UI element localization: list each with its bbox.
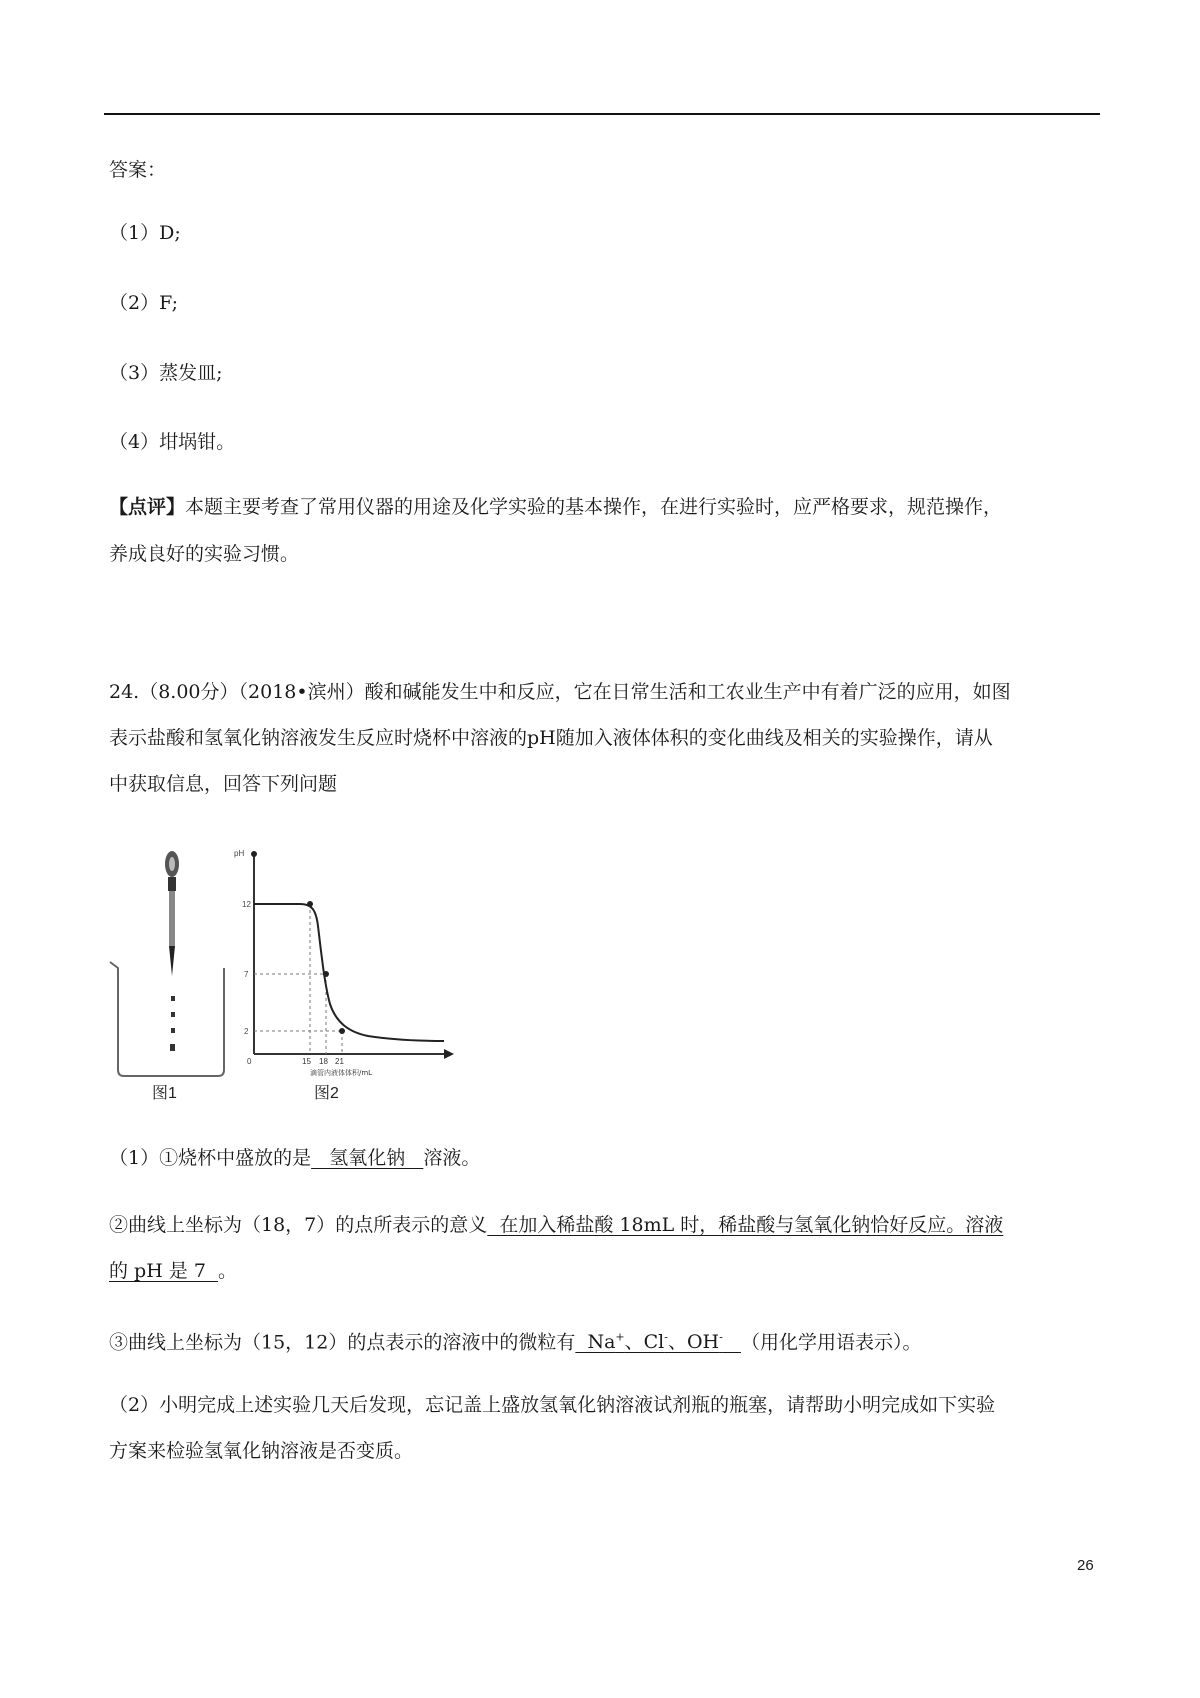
sub-question-2-line-1	[109, 1212, 1003, 1238]
sub-question-4-line-2: 方案来检验氢氧化钠溶液是否变质。	[109, 1440, 414, 1462]
sub-question-4-line-1: （2）小明完成上述实验几天后发现，忘记盖上盛放氢氧化钠溶液试剂瓶的瓶塞，请帮助小明完成如下实验	[109, 1394, 996, 1416]
point-15-12	[307, 901, 313, 907]
fig2-label: 图2	[314, 1085, 339, 1102]
p3-prefix: ③曲线上坐标为（15，12）的点表示的溶液中的微粒有	[109, 1331, 576, 1354]
page-number: 26	[1077, 1557, 1094, 1574]
experiment-figure	[104, 836, 484, 1106]
fig1-label: 图1	[152, 1085, 177, 1102]
answer-label: 答案：	[109, 159, 167, 181]
comment-text: 本题主要考查了常用仪器的用途及化学实验的基本操作，在进行实验时，应严格要求，规范操作，	[185, 496, 1003, 518]
question-line-3: 中获取信息，回答下列问题	[109, 773, 338, 795]
comment-line-1	[109, 494, 1002, 520]
x-tick-18: 18	[319, 1057, 328, 1066]
y-tick-7: 7	[244, 970, 249, 979]
p2-prefix: ②曲线上坐标为（18，7）的点所表示的意义	[109, 1214, 488, 1236]
p3-blank-cl: 、Cl	[624, 1331, 665, 1354]
answer-3: （3）蒸发皿;	[109, 362, 223, 384]
question-line-2: 表示盐酸和氢氧化钠溶液发生反应时烧杯中溶液的pH随加入液体体积的变化曲线及相关的实验操作，请从	[109, 727, 993, 749]
answer-4: （4）坩埚钳。	[109, 431, 236, 453]
y-tick-12: 12	[242, 900, 251, 909]
p3-suffix: （用化学用语表示）。	[740, 1331, 922, 1354]
comment-line-2: 养成良好的实验习惯。	[109, 543, 300, 565]
origin-label: 0	[247, 1057, 252, 1066]
ph-curve	[254, 904, 444, 1041]
p3-blank-na: Na	[575, 1331, 616, 1354]
point-21-2	[339, 1028, 345, 1034]
p3-blank-oh: 、OH	[667, 1331, 720, 1354]
p3-blank-tail	[723, 1331, 741, 1353]
x-axis-arrow	[444, 1049, 454, 1059]
answer-2: （2）F;	[109, 292, 178, 314]
p1-suffix: 溶液。	[423, 1147, 481, 1169]
sub-question-3	[109, 1325, 921, 1355]
sub-question-2-line-2	[109, 1258, 237, 1284]
p3-sup-2: -	[664, 1331, 668, 1344]
p2-answer-blank-1: 在加入稀盐酸 18mL 时，稀盐酸与氢氧化钠恰好反应。溶液	[487, 1214, 1004, 1236]
x-axis-label: 滴管内液体体积/mL	[310, 1069, 373, 1077]
y-axis-label: pH	[234, 849, 245, 858]
header-rule	[104, 113, 1100, 115]
dropper-icon	[165, 851, 179, 1051]
x-tick-21: 21	[335, 1057, 344, 1066]
p3-answer-blank	[575, 1331, 741, 1353]
beaker-icon	[110, 962, 224, 1076]
p2-suffix: 。	[218, 1260, 238, 1282]
p1-answer-blank: 氢氧化钠	[311, 1147, 424, 1169]
p2-answer-blank-2: 的 pH 是 7	[109, 1260, 219, 1282]
sub-question-1	[109, 1145, 480, 1171]
ph-curve-chart	[234, 849, 454, 1077]
y-tick-2: 2	[244, 1027, 249, 1036]
p3-sup-1: +	[615, 1331, 625, 1344]
answer-1: （1）D;	[109, 222, 181, 244]
point-18-7	[323, 971, 329, 977]
x-tick-15: 15	[302, 1057, 311, 1066]
figure-svg	[104, 836, 484, 1106]
comment-tag: 【点评】	[109, 496, 186, 518]
p3-sup-3: -	[719, 1331, 723, 1344]
question-line-1: 24.（8.00分）（2018•滨州）酸和碱能发生中和反应，它在日常生活和工农业生产中有着广泛的应用，如图	[109, 681, 1011, 703]
p1-prefix: （1）①烧杯中盛放的是	[109, 1147, 312, 1169]
y-axis-top-marker	[251, 851, 257, 857]
